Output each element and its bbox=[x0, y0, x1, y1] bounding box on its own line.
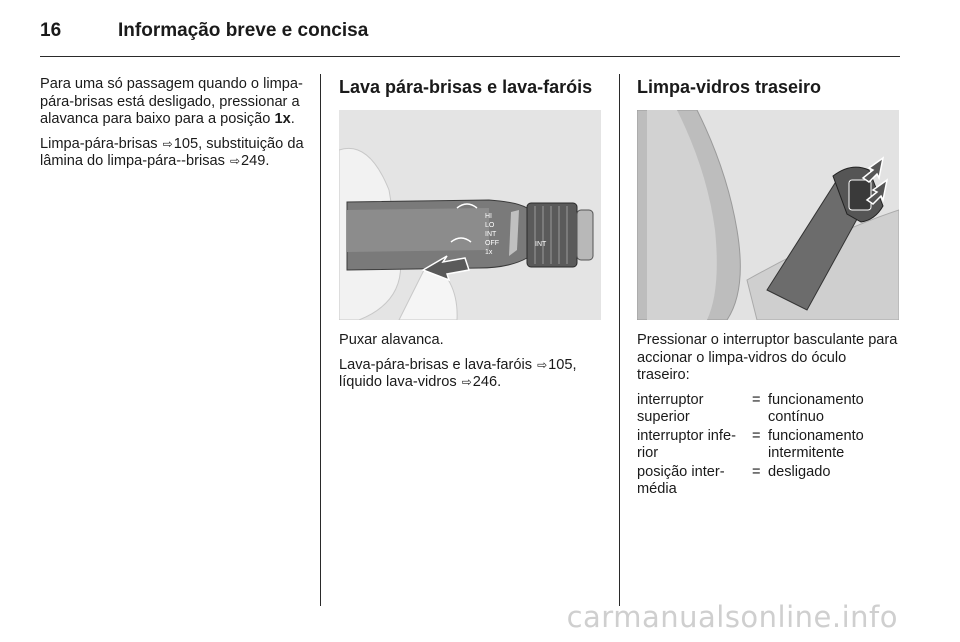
single-wipe-paragraph bbox=[40, 76, 308, 129]
washer-ref-text: Lava-pára-brisas e lava-faróis bbox=[339, 356, 537, 373]
page-ref-icon: ⇨ bbox=[461, 375, 472, 389]
list-term: posição inter-média bbox=[637, 463, 725, 497]
header-rule bbox=[40, 56, 900, 57]
blade-ref-text: , substituição da lâmina do limpa-pára--brisas bbox=[40, 135, 304, 169]
stalk-label-hi: HI bbox=[485, 213, 492, 220]
page-ref-link[interactable]: 105 bbox=[548, 356, 573, 373]
stalk-label-1x: 1x bbox=[485, 249, 493, 256]
rear-wiper-heading: Limpa-vidros traseiro bbox=[637, 77, 822, 97]
page-header bbox=[40, 14, 900, 54]
list-term: interruptor infe-rior bbox=[637, 427, 736, 461]
stalk-label-off: OFF bbox=[485, 240, 499, 247]
fluid-ref-text-end: . bbox=[497, 374, 502, 390]
stalk-label-int: INT bbox=[485, 231, 497, 238]
column-2 bbox=[339, 76, 605, 399]
list-equals: = bbox=[752, 463, 761, 480]
column-divider-2 bbox=[619, 74, 620, 606]
page-ref-link[interactable]: 246 bbox=[472, 374, 498, 390]
list-definition: funcionamento contínuo bbox=[768, 391, 864, 425]
wiper-reference-paragraph bbox=[40, 136, 308, 171]
rear-wiper-function-list bbox=[637, 392, 903, 499]
watermark: carmanualsonline.info bbox=[566, 600, 898, 634]
page-ref-link[interactable]: 105 bbox=[173, 135, 199, 152]
list-item bbox=[637, 392, 903, 427]
list-item bbox=[637, 428, 903, 463]
page-title: Informação breve e concisa bbox=[118, 20, 369, 41]
page-ref-link[interactable]: 249 bbox=[241, 153, 266, 169]
column-divider-1 bbox=[320, 74, 321, 606]
rear-wiper-intro: Pressionar o interruptor basculante para accionar o limpa-vidros do óculo traseiro: bbox=[637, 332, 898, 383]
list-term: interruptor superior bbox=[637, 391, 704, 425]
single-wipe-text-end: . bbox=[290, 111, 295, 127]
column-1 bbox=[40, 76, 308, 178]
blade-ref-text-end: . bbox=[265, 153, 270, 169]
fluid-ref-text: , líquido lava-vidros bbox=[339, 356, 577, 390]
washer-reference-paragraph bbox=[339, 357, 605, 392]
page-ref-icon: ⇨ bbox=[537, 357, 548, 372]
list-definition: funcionamento intermitente bbox=[768, 427, 864, 461]
stalk-label-lo: LO bbox=[485, 222, 495, 229]
page-ref-icon: ⇨ bbox=[162, 136, 173, 151]
list-item bbox=[637, 464, 903, 499]
list-equals: = bbox=[752, 427, 761, 444]
page-ref-icon: ⇨ bbox=[229, 154, 241, 168]
rear-wiper-illustration bbox=[637, 110, 899, 320]
washer-caption: Puxar alavanca. bbox=[339, 332, 444, 348]
column-3 bbox=[637, 76, 903, 500]
single-wipe-text: Para uma só passagem quando o limpa-pára-brisas está desligado, pressionar a alavanca para baixo para a posição bbox=[40, 76, 303, 127]
list-definition: desligado bbox=[768, 463, 831, 480]
list-equals: = bbox=[752, 391, 761, 408]
ring-label-int: INT bbox=[535, 241, 547, 248]
wiper-ref-text: Limpa-pára-brisas bbox=[40, 135, 162, 152]
page-number: 16 bbox=[40, 20, 62, 41]
wiper-stalk-illustration bbox=[339, 110, 601, 320]
washer-heading: Lava pára-brisas e lava-faróis bbox=[339, 77, 593, 97]
single-wipe-position: 1x bbox=[274, 111, 291, 127]
